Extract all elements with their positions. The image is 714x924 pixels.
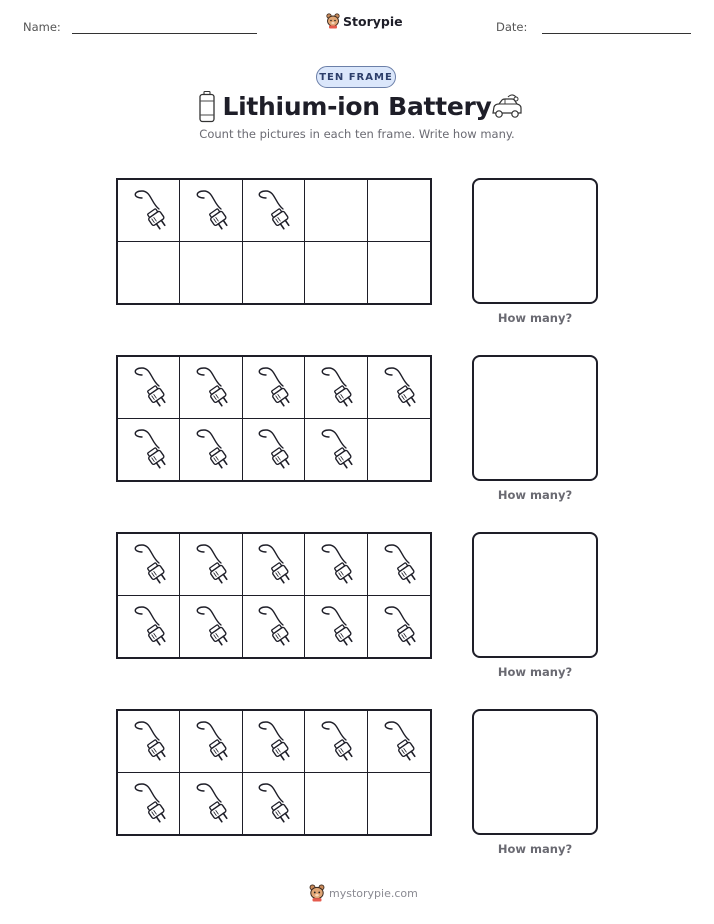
plug-icon <box>191 720 231 762</box>
plug-icon <box>253 366 293 408</box>
plug-icon <box>253 782 293 824</box>
brand-name: Storypie <box>343 13 403 29</box>
ten-frame <box>116 355 432 482</box>
ten-frame-badge: TEN FRAME <box>316 66 396 88</box>
frame-cell <box>118 180 180 242</box>
plug-icon <box>191 189 231 231</box>
plug-icon <box>129 428 169 470</box>
frame-cell <box>180 534 242 596</box>
frame-cell <box>305 180 367 242</box>
plug-icon <box>253 720 293 762</box>
frame-cell <box>180 773 242 835</box>
plug-icon <box>129 366 169 408</box>
plug-icon <box>316 720 356 762</box>
answer-box[interactable] <box>472 355 598 481</box>
frame-cell <box>180 596 242 658</box>
frame-cell <box>305 242 367 304</box>
plug-icon <box>191 366 231 408</box>
plug-icon <box>316 366 356 408</box>
date-label: Date: <box>496 20 528 34</box>
frame-cell <box>243 711 305 773</box>
plug-icon <box>379 605 419 647</box>
plug-icon <box>253 189 293 231</box>
frame-cell <box>243 773 305 835</box>
name-label: Name: <box>23 20 61 34</box>
ten-frame <box>116 532 432 659</box>
storypie-mascot-icon <box>326 13 340 29</box>
instructions: Count the pictures in each ten frame. Write how many. <box>199 127 515 141</box>
answer-box[interactable] <box>472 532 598 658</box>
frame-cell <box>243 419 305 481</box>
frame-cell <box>118 534 180 596</box>
frame-cell <box>368 180 430 242</box>
frame-cell <box>180 357 242 419</box>
footer <box>309 884 418 902</box>
how-many-label: How many? <box>497 665 573 679</box>
how-many-label: How many? <box>497 842 573 856</box>
plug-icon <box>191 605 231 647</box>
name-line[interactable] <box>72 33 257 34</box>
plug-icon <box>129 720 169 762</box>
frame-cell <box>180 180 242 242</box>
plug-icon <box>379 720 419 762</box>
date-line[interactable] <box>542 33 691 34</box>
frame-cell <box>118 357 180 419</box>
frame-cell <box>243 242 305 304</box>
frame-cell <box>180 419 242 481</box>
frame-cell <box>180 242 242 304</box>
plug-icon <box>253 543 293 585</box>
frame-cell <box>368 711 430 773</box>
frame-cell <box>368 773 430 835</box>
footer-url: mystorypie.com <box>329 886 418 900</box>
plug-icon <box>129 543 169 585</box>
frame-cell <box>305 534 367 596</box>
plug-icon <box>191 543 231 585</box>
plug-icon <box>129 782 169 824</box>
frame-cell <box>368 242 430 304</box>
frame-cell <box>243 357 305 419</box>
frame-cell <box>243 534 305 596</box>
page-title: Lithium-ion Battery <box>222 92 492 121</box>
frame-cell <box>118 596 180 658</box>
brand-logo <box>326 13 403 29</box>
frame-cell <box>118 711 180 773</box>
frame-cell <box>118 242 180 304</box>
frame-cell <box>243 596 305 658</box>
how-many-label: How many? <box>497 311 573 325</box>
frame-cell <box>305 711 367 773</box>
plug-icon <box>316 428 356 470</box>
plug-icon <box>379 543 419 585</box>
answer-box[interactable] <box>472 178 598 304</box>
ten-frame <box>116 178 432 305</box>
plug-icon <box>253 428 293 470</box>
frame-cell <box>118 773 180 835</box>
title-row <box>0 90 714 128</box>
frame-cell <box>368 534 430 596</box>
electric-car-icon <box>490 93 524 121</box>
frame-cell <box>305 357 367 419</box>
frame-cell <box>368 596 430 658</box>
plug-icon <box>253 605 293 647</box>
frame-cell <box>368 357 430 419</box>
plug-icon <box>316 605 356 647</box>
frame-cell <box>305 773 367 835</box>
plug-icon <box>129 189 169 231</box>
frame-cell <box>305 596 367 658</box>
plug-icon <box>379 366 419 408</box>
frame-cell <box>305 419 367 481</box>
plug-icon <box>191 782 231 824</box>
plug-icon <box>191 428 231 470</box>
frame-cell <box>118 419 180 481</box>
plug-icon <box>129 605 169 647</box>
ten-frame <box>116 709 432 836</box>
how-many-label: How many? <box>497 488 573 502</box>
frame-cell <box>243 180 305 242</box>
frame-cell <box>368 419 430 481</box>
answer-box[interactable] <box>472 709 598 835</box>
storypie-mascot-icon <box>309 884 325 902</box>
plug-icon <box>316 543 356 585</box>
frame-cell <box>180 711 242 773</box>
